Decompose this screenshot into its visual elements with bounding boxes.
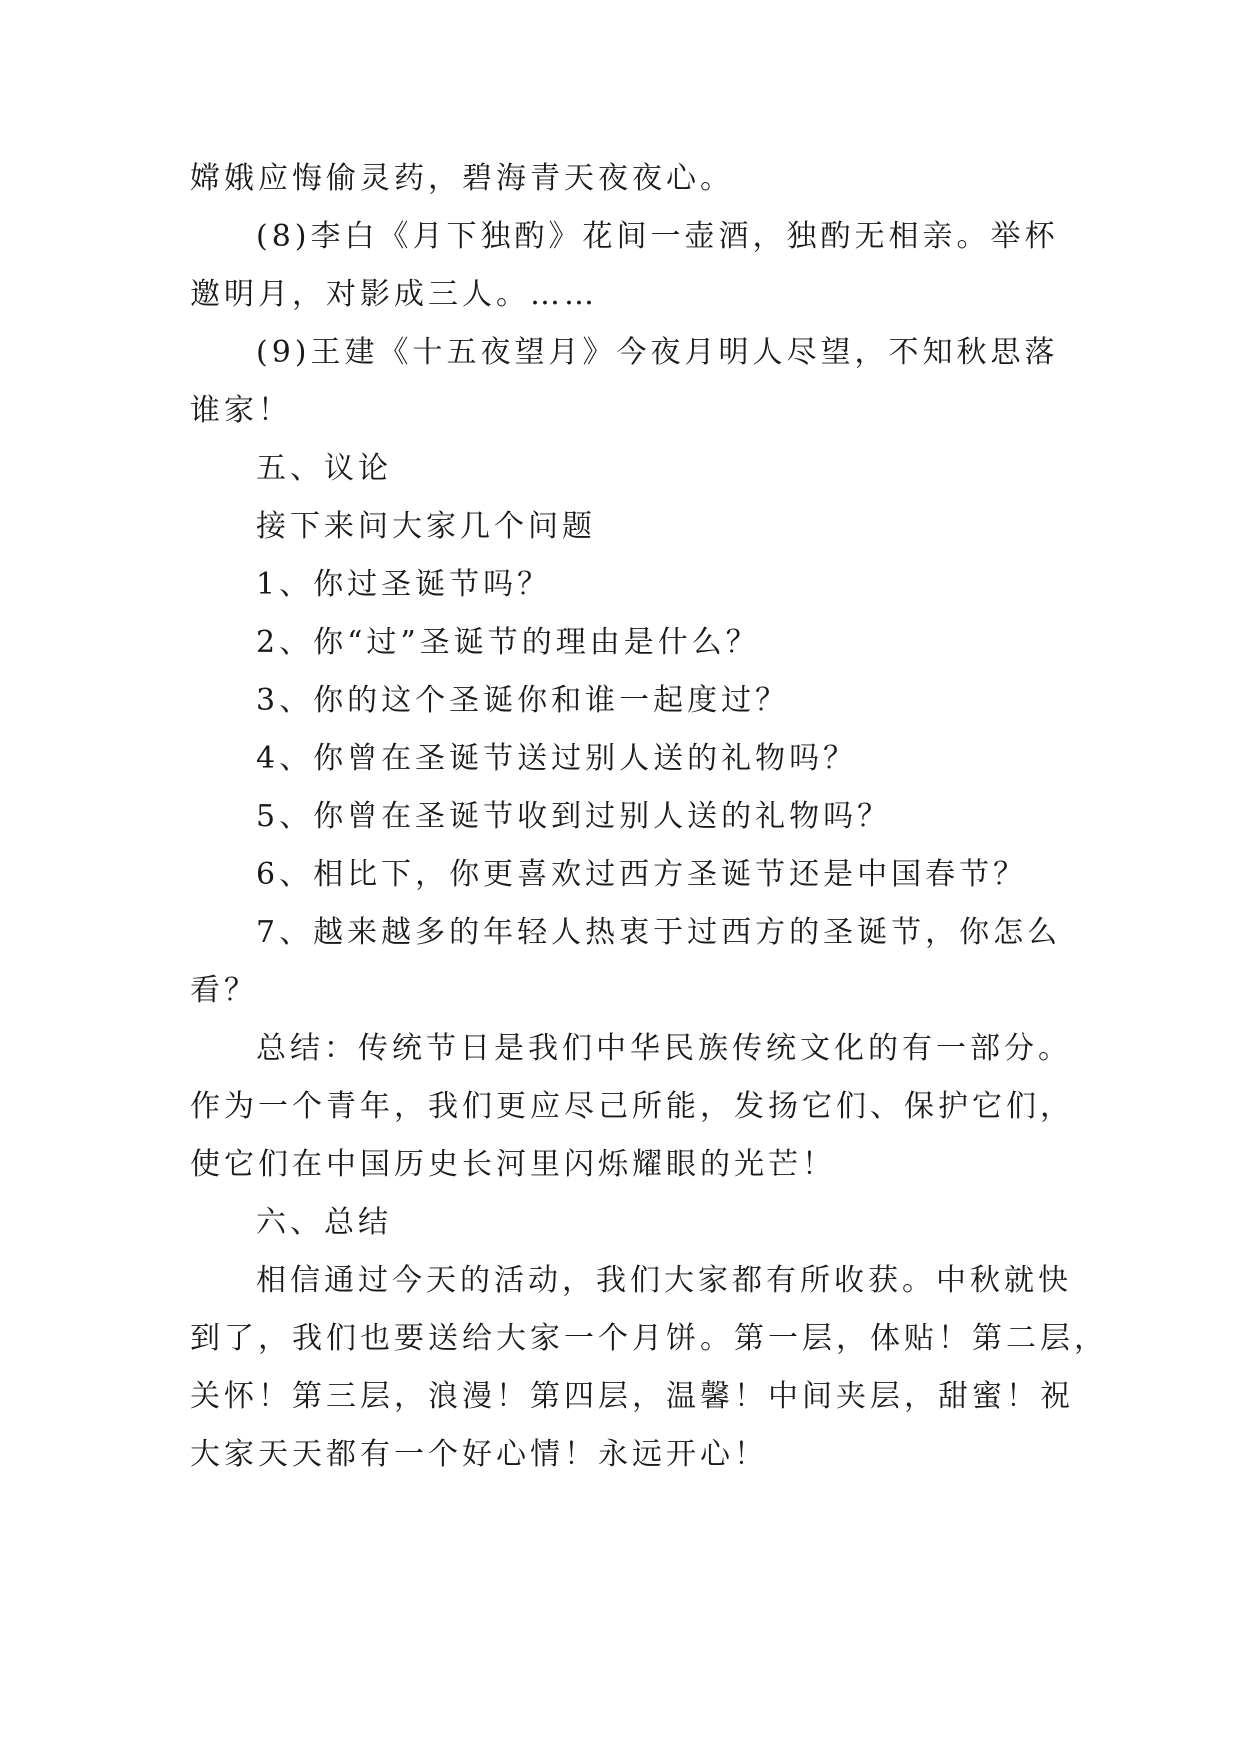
question-item: 3、你的这个圣诞你和谁一起度过？ xyxy=(256,683,790,718)
text-line: 作为一个青年，我们更应尽己所能，发扬它们、保护它们， xyxy=(190,1089,1074,1124)
section-heading: 五、议论 xyxy=(256,451,392,486)
text-line: 到了，我们也要送给大家一个月饼。第一层，体贴！第二层， xyxy=(190,1321,1108,1356)
question-item: 6、相比下，你更喜欢过西方圣诞节还是中国春节？ xyxy=(256,857,1028,892)
closing-paragraph: 相信通过今天的活动，我们大家都有所收获。中秋就快 xyxy=(256,1263,1072,1298)
question-item: 7、越来越多的年轻人热衷于过西方的圣诞节，你怎么 xyxy=(256,915,1062,950)
text-line: 邀明月，对影成三人。…… xyxy=(190,277,598,312)
text-line: 接下来问大家几个问题 xyxy=(256,509,596,544)
question-item: 5、你曾在圣诞节收到过别人送的礼物吗？ xyxy=(256,799,892,834)
text-line: 大家天天都有一个好心情！永远开心！ xyxy=(190,1437,768,1472)
text-line: 关怀！第三层，浪漫！第四层，温馨！中间夹层，甜蜜！祝 xyxy=(190,1379,1074,1414)
text-line: (9)王建《十五夜望月》今夜月明人尽望，不知秋思落 xyxy=(256,335,1059,370)
question-item: 2、你“过”圣诞节的理由是什么？ xyxy=(256,625,760,660)
question-item: 1、你过圣诞节吗？ xyxy=(256,567,552,602)
text-line: 谁家！ xyxy=(190,393,292,428)
text-line: (8)李白《月下独酌》花间一壶酒，独酌无相亲。举杯 xyxy=(256,219,1059,254)
text-line: 嫦娥应悔偷灵药，碧海青天夜夜心。 xyxy=(190,161,734,196)
section-heading: 六、总结 xyxy=(256,1205,392,1240)
text-line: 使它们在中国历史长河里闪烁耀眼的光芒！ xyxy=(190,1147,836,1182)
summary-paragraph: 总结：传统节日是我们中华民族传统文化的有一部分。 xyxy=(256,1031,1072,1066)
document-page xyxy=(190,150,1108,1484)
text-line: 看？ xyxy=(190,973,258,1008)
question-item: 4、你曾在圣诞节送过别人送的礼物吗？ xyxy=(256,741,858,776)
